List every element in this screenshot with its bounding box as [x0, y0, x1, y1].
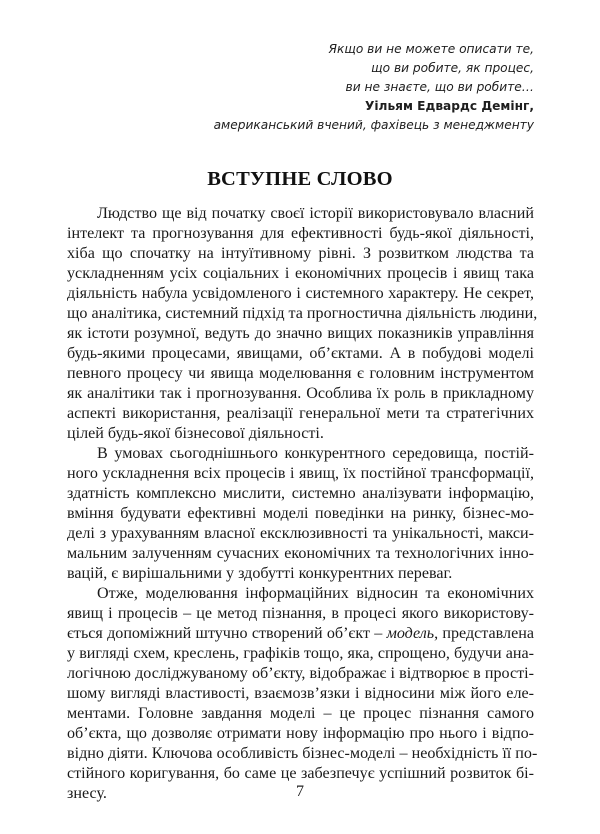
text-line: об’єкта, що дозволяє отримати нову інформацію про нього і відпо-: [67, 725, 534, 742]
text-line: відно діяти. Ключова особливість бізнес-моделі – необхідність її по-: [67, 745, 538, 762]
page-number: 7: [296, 783, 304, 800]
epigraph: [214, 40, 534, 135]
text-line: вацій, є вирішальними у здобутті конкурентних переваг.: [67, 565, 453, 582]
text-line: явищ і процесів – це метод пізнання, в процесі якого використову-: [67, 605, 534, 622]
text-fragment: ється допоміжний штучно створений об’єкт –: [67, 625, 383, 642]
paragraph-3: [67, 584, 538, 804]
text-line: делі з урахуванням власної ексклюзивності та унікальності, макси-: [67, 525, 534, 542]
text-line: як істоти розумної, ведуть до значно вищих показників управління: [67, 325, 534, 342]
text-line: інтелект та прогнозування для ефективності будь-якої діяльності,: [67, 225, 534, 242]
text-line: хіба що спочатку на інтуїтивному рівні. З розвитком людства та: [67, 245, 534, 262]
epigraph-quote-line: що ви робите, як процес,: [371, 61, 534, 75]
italic-term: модель: [386, 625, 435, 642]
paragraph-1: [67, 204, 538, 444]
epigraph-quote-line: ви не знаєте, що ви робите…: [345, 80, 534, 94]
text-line: цілей будь-якої бізнесової діяльності.: [67, 425, 324, 442]
text-line: діяльність набула усвідомленого і системного характеру. Не секрет,: [67, 285, 534, 302]
text-line: логічною досліджуваному об’єкту, відображає і відтворює в прості-: [67, 665, 534, 682]
epigraph-author: Уільям Едвардс Демінг,: [364, 99, 534, 113]
chapter-title: ВСТУПНЕ СЛОВО: [207, 168, 393, 190]
text-line: ускладненням усіх соціальних і економічних процесів і явищ така: [67, 265, 534, 282]
text-line: шому вигляді властивості, взаємозв’язки і відносини між його еле-: [67, 685, 534, 702]
body-text: [67, 204, 538, 804]
text-line: ного ускладнення всіх процесів і явищ, їх постійної трансформації,: [67, 465, 534, 482]
text-line: ментами. Головне завдання моделі – це процес пізнання самого: [67, 705, 534, 722]
text-line: Людство ще від початку своєї історії використовувало власний: [97, 205, 534, 222]
paragraph-2: [67, 444, 534, 584]
text-line: аспекті використання, реалізації генеральної мети та стратегічних: [67, 405, 534, 422]
text-line: як аналітики так і прогнозування. Особлива їх роль в прикладному: [67, 385, 534, 402]
text-line: вміння будувати ефективні моделі поведінки на ринку, бізнес-мо-: [67, 505, 534, 522]
text-line: стійного коригування, бо саме це забезпечує успішний розвиток бі-: [67, 765, 534, 782]
text-line: здатність комплексно мислити, системно аналізувати інформацію,: [67, 485, 534, 502]
text-line: у вигляді схем, креслень, графіків тощо, яка, спрощено, будучи ана-: [67, 645, 534, 662]
text-line: що аналітика, системний підхід та прогностична діяльність людини,: [67, 305, 538, 322]
text-line: Отже, моделювання інформаційних відносин та економічних: [97, 585, 534, 602]
text-line: знесу.: [67, 785, 107, 802]
epigraph-quote-line: Якщо ви не можете описати те,: [328, 42, 534, 56]
text-line: певного процесу чи явища моделювання є головним інструментом: [67, 365, 534, 382]
text-fragment: , представлена: [434, 625, 534, 642]
text-line: мальним залученням сучасних економічних та технологічних інно-: [67, 545, 534, 562]
text-line: В умовах сьогоднішнього конкурентного середовища, постій-: [97, 445, 534, 462]
text-line-with-term: [67, 624, 534, 644]
text-line: будь-якими процесами, явищами, об’єктами. А в побудові моделі: [67, 345, 534, 362]
epigraph-author-role: американський вчений, фахівець з менеджменту: [213, 118, 534, 132]
